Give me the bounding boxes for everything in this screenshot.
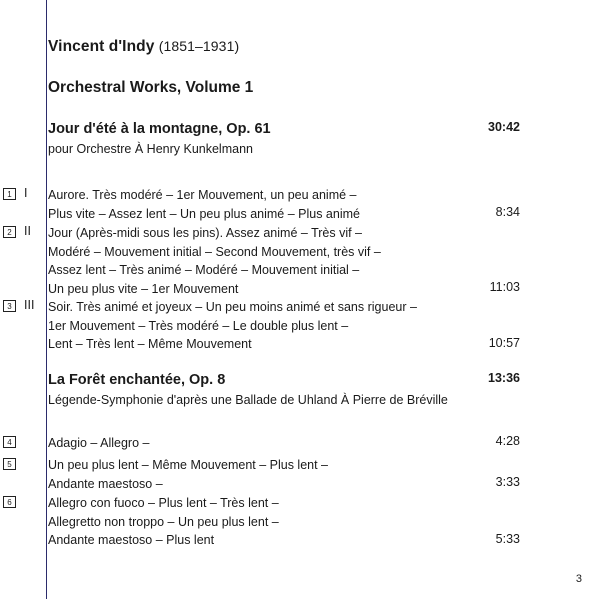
track-title-line: Adagio – Allegro –	[48, 436, 150, 450]
movement-numeral: II	[24, 224, 31, 238]
work-subtitle-line: Légende-Symphonie d'après une Ballade de Uhland	[48, 393, 338, 407]
track-number: 2	[3, 226, 16, 238]
track-title-line: Allegretto non troppo – Un peu plus lent –	[48, 514, 279, 529]
track-title	[48, 494, 448, 550]
track-title	[48, 434, 448, 453]
track-title-line: Soir. Très animé et joyeux – Un peu moins animé et sans rigueur –	[48, 300, 417, 314]
work-subtitle-line: À Henry Kunkelmann	[134, 142, 253, 156]
album-title: Orchestral Works, Volume 1	[48, 79, 254, 96]
track-number: 5	[3, 458, 16, 470]
track-duration: 10:57	[488, 336, 520, 350]
track-title-line: Jour (Après-midi sous les pins). Assez animé – Très vif –	[48, 226, 363, 240]
track-title-line: Un peu plus vite – 1er Mouvement	[48, 281, 239, 296]
track-title-line: Un peu plus lent – Même Mouvement – Plus lent –	[48, 458, 329, 472]
track-title-line: Lent – Très lent – Même Mouvement	[48, 337, 252, 351]
work-subtitle	[48, 392, 520, 408]
work-duration: 30:42	[488, 120, 520, 134]
page-number: 3	[575, 573, 582, 585]
track-title-line: 1er Mouvement – Très modéré – Le double plus lent –	[48, 318, 349, 333]
track-title-line: Allegro con fuoco – Plus lent – Très lent –	[48, 496, 279, 510]
track-title	[48, 186, 448, 223]
work-subtitle	[48, 141, 520, 157]
track-title-line: Assez lent – Très animé – Modéré – Mouvement initial –	[48, 263, 360, 277]
track-duration: 8:34	[495, 205, 520, 219]
track-title-line: Aurore. Très modéré – 1er Mouvement, un peu animé –	[48, 188, 357, 202]
composer-name: Vincent d'Indy	[48, 38, 155, 55]
track-number: 6	[3, 496, 16, 508]
work-subtitle-line: À Pierre de Bréville	[340, 393, 448, 407]
track-title	[48, 224, 448, 298]
track-duration: 11:03	[489, 280, 520, 294]
work-heading	[48, 371, 520, 408]
track-duration: 3:33	[495, 475, 520, 489]
track-duration: 4:28	[495, 434, 520, 448]
composer-heading	[48, 38, 239, 56]
left-margin-rule	[46, 0, 47, 599]
track-title	[48, 456, 448, 493]
track-number: 3	[3, 300, 16, 312]
track-number: 1	[3, 188, 16, 200]
track-number: 4	[3, 436, 16, 448]
track-title-line: Modéré – Mouvement initial – Second Mouvement, très vif –	[48, 244, 381, 259]
work-title: Jour d'été à la montagne, Op. 61	[48, 121, 271, 137]
movement-numeral: I	[24, 186, 28, 200]
track-duration: 5:33	[495, 532, 520, 546]
track-title-line: Andante maestoso – Plus lent	[48, 533, 215, 547]
composer-dates: (1851–1931)	[158, 38, 240, 54]
track-title	[48, 298, 468, 354]
movement-numeral: III	[24, 298, 35, 312]
work-heading	[48, 120, 520, 157]
track-title-line: Plus vite – Assez lent – Un peu plus animé – Plus animé	[48, 206, 360, 221]
work-duration: 13:36	[488, 371, 520, 385]
work-subtitle-line: pour Orchestre	[48, 142, 132, 156]
track-title-line: Andante maestoso –	[48, 476, 163, 491]
work-title: La Forêt enchantée, Op. 8	[48, 372, 226, 388]
